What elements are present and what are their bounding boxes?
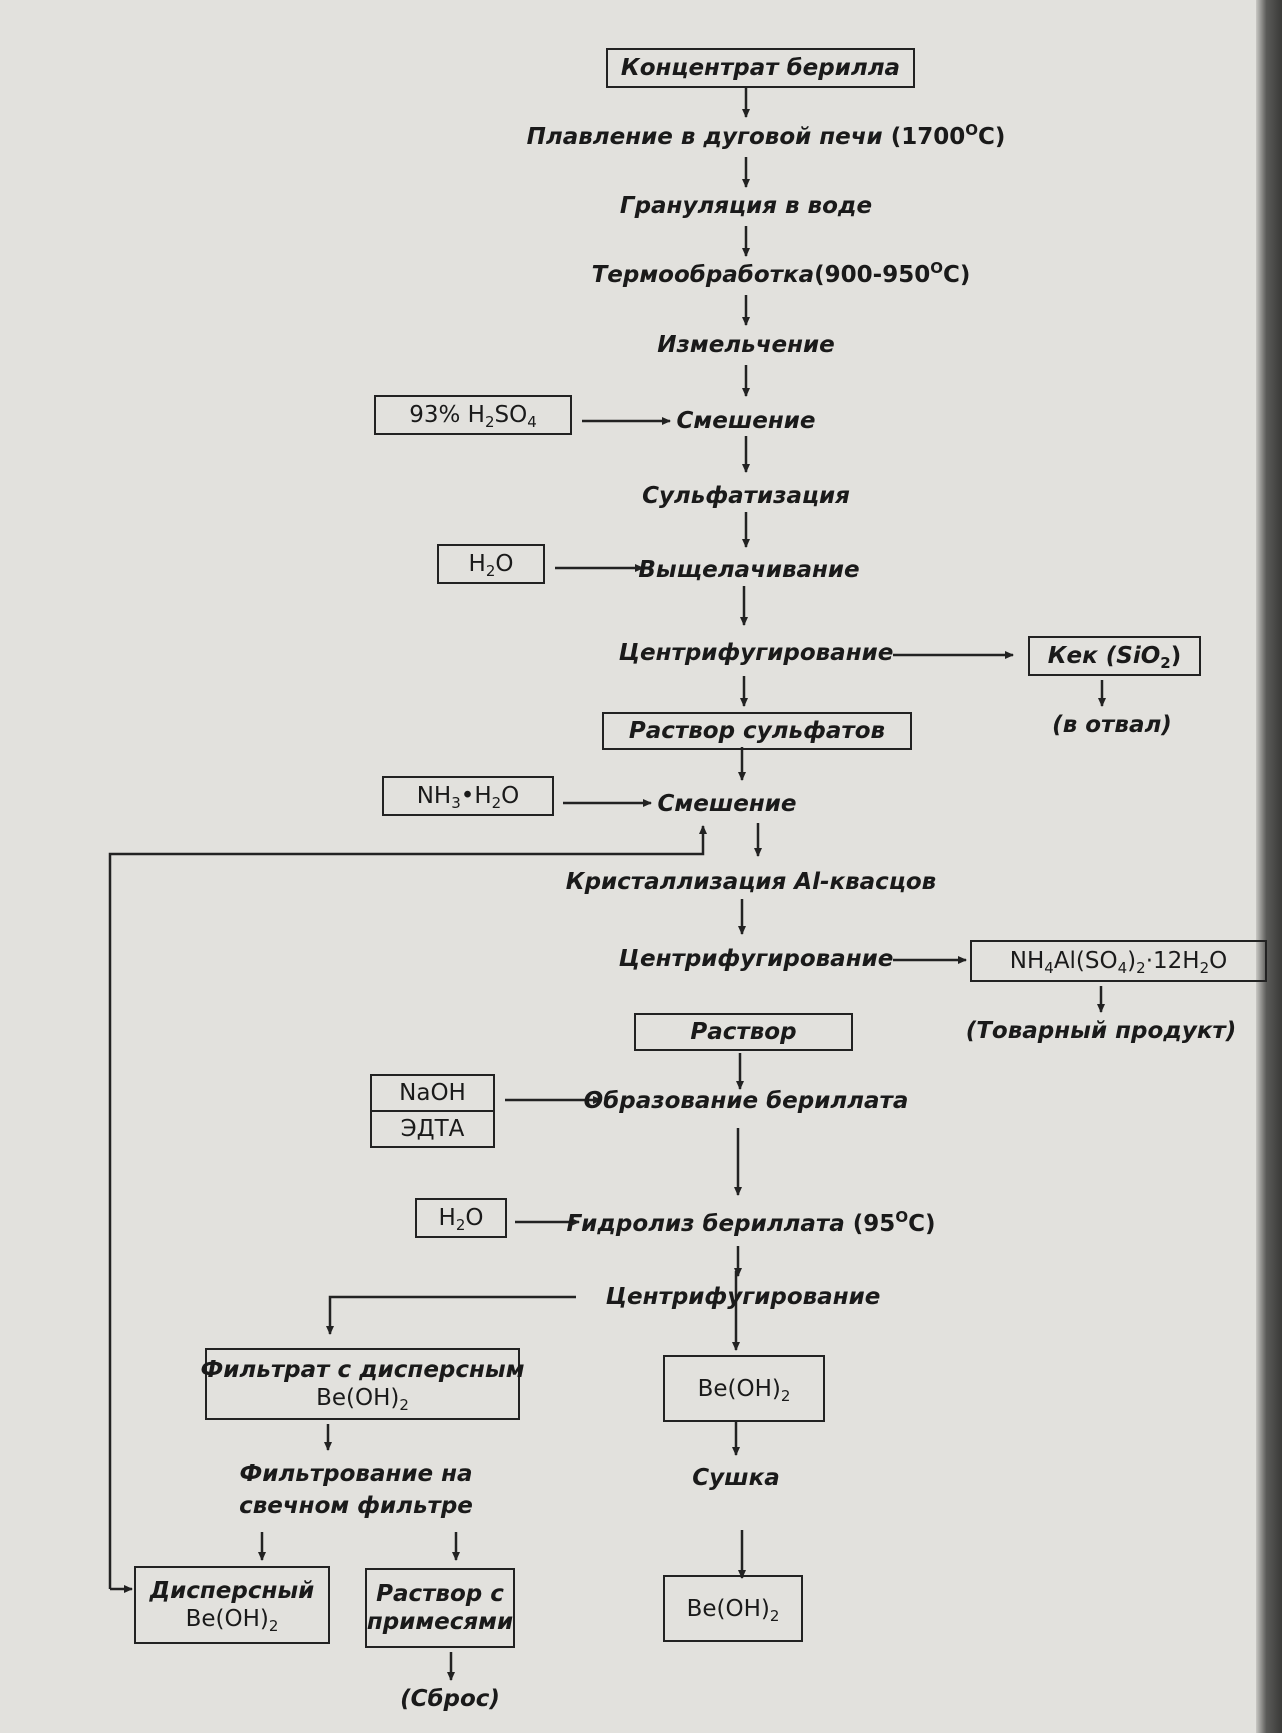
node-heat-treatment [592,261,971,289]
node-filtration [239,1458,473,1522]
arrow-branch-left [330,1297,576,1334]
drying-label: Сушка [692,1465,780,1491]
degree-mark: O [930,259,943,277]
sub-2: 2 [491,794,502,812]
cell-naoh [372,1076,493,1112]
filtrate-line2: Be(OH) [316,1385,400,1411]
node-leaching [638,556,859,584]
degree-mark: O [895,1208,909,1226]
node-centrifuging-1 [619,639,894,667]
melting-temp: (1700 [890,124,966,150]
mixing-1-label: Смешение [676,408,816,434]
node-to-dump [1052,711,1172,739]
hydrolysis-label: Гидролиз бериллата [566,1211,845,1237]
unit-c: C) [908,1211,936,1237]
filtration-line1: Фильтрование на [239,1461,473,1487]
node-beryllate-formation [584,1087,909,1115]
solution-label: Раствор [690,1019,797,1045]
node-grinding [657,331,834,359]
acid-mid: SO [494,402,528,428]
box-water-2 [415,1198,507,1238]
node-sulfation [642,482,850,510]
node-granulation [620,192,872,220]
node-discharge [400,1685,500,1713]
sub-2: 2 [769,1606,780,1625]
box-filtrate [200,1348,525,1420]
cell-edta [372,1112,493,1146]
node-mixing-1 [677,407,816,435]
hydrolysis-temp: (95 [852,1211,896,1237]
node-mixing-2 [658,790,797,818]
alum-3: ·12H [1145,948,1200,974]
mixing-2-label: Смешение [657,791,797,817]
centrifuging-2-label: Центрифугирование [618,946,894,972]
sulfation-label: Сульфатизация [642,483,850,509]
sub-2: 2 [484,413,495,431]
concentrate-label: Концентрат берилла [620,55,901,81]
box-water-1 [437,544,545,584]
water-o: O [495,551,514,577]
cake-label: Кек (SiO [1047,643,1161,669]
melting-label: Плавление в дуговой печи [526,124,883,150]
ammonia-mid: •H [460,783,492,809]
box-concentrate [606,48,915,88]
naoh-label: NaOH [399,1080,466,1106]
edta-label: ЭДТА [400,1116,465,1142]
commercial-product-label: (Товарный продукт) [965,1018,1237,1044]
water-2-label: H [438,1205,456,1231]
sub-4: 4 [1117,959,1128,977]
node-melting [527,123,1006,151]
sub-2: 2 [268,1617,279,1635]
box-dispersed [134,1566,330,1644]
sub-2: 2 [1136,959,1146,977]
centrifuging-1-label: Центрифугирование [618,640,894,666]
discharge-label: (Сброс) [400,1686,500,1712]
sub-2: 2 [455,1216,466,1234]
beryllate-formation-label: Образование бериллата [583,1088,909,1114]
node-drying [692,1464,779,1492]
centrifuging-3-label: Центрифугирование [605,1284,881,1310]
sub-2: 2 [485,562,496,580]
alum-2: Al(SO [1053,948,1118,974]
unit-c: C) [942,262,971,288]
box-impurities [365,1568,515,1648]
sub-4: 4 [1044,959,1054,977]
grinding-label: Измельчение [657,332,835,358]
box-beoh-1 [663,1355,825,1422]
impurities-line1: Раствор с [376,1581,504,1607]
heat-temp: (900-950 [814,262,931,288]
water-1-label: H [468,551,486,577]
sub-2: 2 [1199,959,1210,977]
sub-4: 4 [527,413,537,431]
filtrate-line1: Фильтрат с дисперсным [200,1357,525,1383]
acid-label: 93% H [409,402,485,428]
dispersed-line2: Be(OH) [185,1606,269,1632]
filtration-line2: свечном фильтре [239,1493,473,1519]
dispersed-line1: Дисперсный [149,1578,315,1604]
leaching-label: Выщелачивание [638,557,860,583]
beoh-1-label: Be(OH) [697,1375,781,1402]
node-crystallization [566,868,936,896]
box-alum: $NH_4Al(SO_4)_2\cdot 12H_2O$ [970,940,1267,982]
sub-2: 2 [399,1396,409,1414]
box-solution [634,1013,853,1051]
sub-2: 2 [1160,654,1171,672]
node-commercial-product [966,1017,1237,1045]
water-2-o: O [465,1205,484,1231]
box-naoh-edta [370,1074,495,1148]
box-sulfate-solution [602,712,912,750]
box-ammonia [382,776,554,816]
node-centrifuging-2 [619,945,894,973]
node-centrifuging-3 [606,1283,881,1311]
ammonia-o: O [501,783,520,809]
sub-2: 2 [780,1386,791,1405]
sub-3: 3 [451,794,461,812]
crystallization-label: Кристаллизация Al-квасцов [565,869,937,895]
to-dump-label: (в отвал) [1052,712,1172,738]
beoh-2-label: Be(OH) [686,1595,770,1622]
box-beoh-2 [663,1575,803,1642]
degree-mark: O [965,121,978,139]
node-hydrolysis [567,1210,936,1238]
unit-c: C) [977,124,1006,150]
alum-4: O [1209,948,1228,974]
box-acid [374,395,572,435]
ammonia-label: NH [416,783,452,809]
sulfate-solution-label: Раствор сульфатов [628,718,886,744]
heat-treatment-label: Термообработка [591,262,815,288]
alum-label: NH [1009,948,1045,974]
box-cake: Кек (SiO$_2$) [1028,636,1201,676]
granulation-label: Грануляция в воде [619,193,873,219]
impurities-line2: примесями [366,1609,514,1635]
